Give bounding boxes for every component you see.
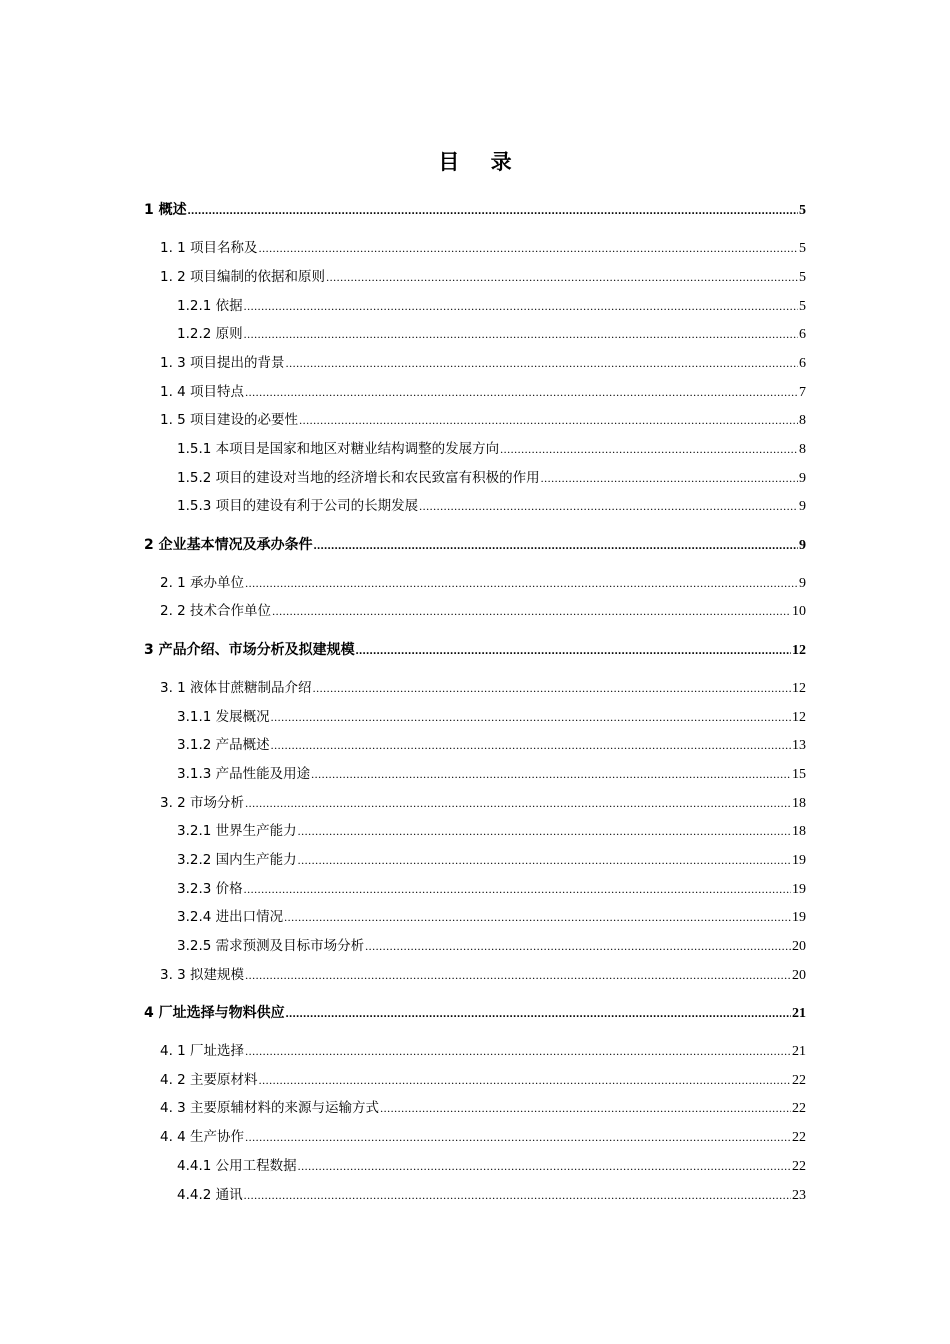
toc-entry-text: 4 厂址选择与物料供应 [144,1004,285,1021]
toc-entry-text: 3. 3 拟建规模 [160,966,245,983]
toc-entry-text: 3 产品介绍、市场分析及拟建规模 [144,641,355,658]
toc-dot-leader [286,999,791,1028]
toc-page-number: 5 [799,241,806,257]
toc-entry-text: 4. 2 主要原材料 [160,1071,258,1088]
toc-dot-leader [245,1123,791,1152]
toc-entry-text: 3. 2 市场分析 [160,794,245,811]
toc-entry[interactable] [144,1094,806,1123]
toc-page-number: 20 [792,939,806,954]
toc-dot-leader [365,932,791,961]
toc-entry[interactable] [144,292,806,321]
toc-entry-text: 2. 1 承办单位 [160,574,245,591]
toc-entry[interactable] [144,999,806,1028]
toc-page-number: 20 [792,967,806,983]
toc-page-number: 8 [799,442,806,457]
toc-page-number: 19 [792,910,806,926]
toc-entry-text: 3.2.2 国内生产能力 [177,851,297,868]
toc-entry[interactable] [144,703,806,732]
toc-entry-text: 3.2.4 进出口情况 [177,909,284,926]
toc-entry-text: 2. 2 技术合作单位 [160,603,272,620]
toc-dot-leader [271,703,791,732]
toc-page-number: 5 [799,269,806,285]
toc-entry[interactable] [144,597,806,626]
toc-entry-text: 1.5.1 本项目是国家和地区对糖业结构调整的发展方向 [177,441,500,457]
toc-page-number: 5 [799,298,806,314]
toc-dot-leader [244,292,798,321]
toc-entry-text: 4. 3 主要原辅材料的来源与运输方式 [160,1100,380,1117]
toc-entry[interactable] [144,903,806,932]
toc-entry[interactable] [144,875,806,904]
toc-page-number: 6 [799,355,806,371]
toc-page-number: 19 [792,852,806,868]
toc-entry-text: 3.2.5 需求预测及目标市场分析 [177,938,365,954]
toc-page-number: 10 [792,604,806,620]
toc-entry-text: 4.4.1 公用工程数据 [177,1157,297,1174]
toc-dot-leader [245,569,798,598]
toc-entry-text: 3. 1 液体甘蔗糖制品介绍 [160,679,312,696]
toc-dot-leader [188,196,798,225]
toc-dot-leader [259,1066,791,1095]
toc-dot-leader [314,531,798,560]
toc-entry[interactable] [144,435,806,464]
toc-page-number: 13 [792,738,806,754]
toc-entry-text: 2 企业基本情况及承办条件 [144,536,313,553]
toc-entry[interactable] [144,531,806,560]
toc-dot-leader [299,406,798,435]
toc-entry[interactable] [144,196,806,225]
toc-entry[interactable] [144,320,806,349]
toc-dot-leader [541,464,798,493]
toc-entry[interactable] [144,932,806,961]
toc-page-number: 5 [799,203,806,218]
toc-entry[interactable] [144,817,806,846]
toc-dot-leader [326,263,798,292]
toc-page-number: 12 [792,709,806,725]
toc-entry[interactable] [144,731,806,760]
toc-dot-leader [419,492,798,521]
toc-page-number: 15 [792,766,806,782]
toc-dot-leader [380,1094,791,1123]
toc-entry[interactable] [144,1181,806,1210]
toc-page-number: 12 [792,680,806,696]
toc-entry-text: 3.2.1 世界生产能力 [177,823,297,840]
toc-title: 目 录 [438,150,524,174]
toc-dot-leader [313,674,791,703]
toc-dot-leader [244,875,791,904]
toc-dot-leader [244,1181,791,1210]
toc-page-number: 9 [799,575,806,591]
toc-page-number: 22 [792,1130,806,1146]
toc-entry[interactable] [144,1152,806,1181]
toc-entry[interactable] [144,349,806,378]
toc-page-number: 22 [792,1158,806,1174]
toc-entry[interactable] [144,1037,806,1066]
toc-page-number: 21 [792,1044,806,1060]
toc-entry-text: 3.1.3 产品性能及用途 [177,765,311,782]
toc-dot-leader [271,731,791,760]
toc-list [144,196,806,1209]
toc-entry[interactable] [144,961,806,990]
toc-entry-text: 1. 5 项目建设的必要性 [160,412,299,429]
toc-entry[interactable] [144,492,806,521]
toc-dot-leader [272,597,791,626]
toc-entry[interactable] [144,234,806,263]
toc-entry[interactable] [144,789,806,818]
toc-dot-leader [244,320,798,349]
toc-entry-text: 3.1.1 发展概况 [177,708,270,725]
toc-entry-text: 4. 4 生产协作 [160,1129,245,1146]
toc-entry-text: 3.1.2 产品概述 [177,737,270,754]
toc-dot-leader [356,636,791,665]
toc-entry-text: 1. 4 项目特点 [160,383,245,400]
toc-entry-text: 1. 1 项目名称及 [160,240,258,257]
toc-entry[interactable] [144,636,806,665]
toc-dot-leader [286,349,798,378]
toc-entry[interactable] [144,846,806,875]
toc-entry-text: 1.5.3 项目的建设有利于公司的长期发展 [177,498,419,515]
toc-page-number: 22 [792,1101,806,1117]
toc-page-number: 9 [799,499,806,515]
toc-entry[interactable] [144,674,806,703]
toc-entry[interactable] [144,1123,806,1152]
toc-dot-leader [245,378,798,407]
toc-dot-leader [298,1152,791,1181]
toc-entry[interactable] [144,464,806,493]
toc-page-number: 8 [799,413,806,429]
toc-entry[interactable] [144,569,806,598]
toc-dot-leader [284,903,791,932]
toc-dot-leader [311,760,791,789]
toc-dot-leader [245,1037,791,1066]
toc-dot-leader [298,817,791,846]
toc-page-number: 9 [799,537,806,553]
toc-page-number: 22 [792,1072,806,1088]
toc-entry-text: 4.4.2 通讯 [177,1186,243,1203]
toc-entry-text: 4. 1 厂址选择 [160,1043,245,1060]
toc-entry[interactable] [144,760,806,789]
toc-dot-leader [245,961,791,990]
toc-page-number: 18 [792,795,806,811]
toc-page-number: 9 [799,470,806,486]
toc-entry[interactable] [144,263,806,292]
toc-dot-leader [298,846,791,875]
toc-entry[interactable] [144,378,806,407]
toc-dot-leader [500,435,798,464]
toc-entry[interactable] [144,1066,806,1095]
toc-entry-text: 1 概述 [144,202,187,218]
toc-page-number: 6 [799,327,806,343]
toc-page-number: 21 [792,1005,806,1021]
toc-page-number: 23 [792,1187,806,1203]
toc-page-number: 18 [792,824,806,840]
toc-page-number: 7 [799,384,806,400]
toc-entry[interactable] [144,406,806,435]
toc-entry-text: 1.2.2 原则 [177,326,243,343]
toc-dot-leader [259,234,798,263]
toc-entry-text: 1.2.1 依据 [177,297,243,314]
toc-entry-text: 3.2.3 价格 [177,880,243,897]
toc-page-number: 12 [792,642,806,658]
toc-page-number: 19 [792,881,806,897]
toc-entry-text: 1.5.2 项目的建设对当地的经济增长和农民致富有积极的作用 [177,469,540,486]
toc-dot-leader [245,789,791,818]
toc-entry-text: 1. 2 项目编制的依据和原则 [160,268,326,285]
toc-entry-text: 1. 3 项目提出的背景 [160,354,285,371]
